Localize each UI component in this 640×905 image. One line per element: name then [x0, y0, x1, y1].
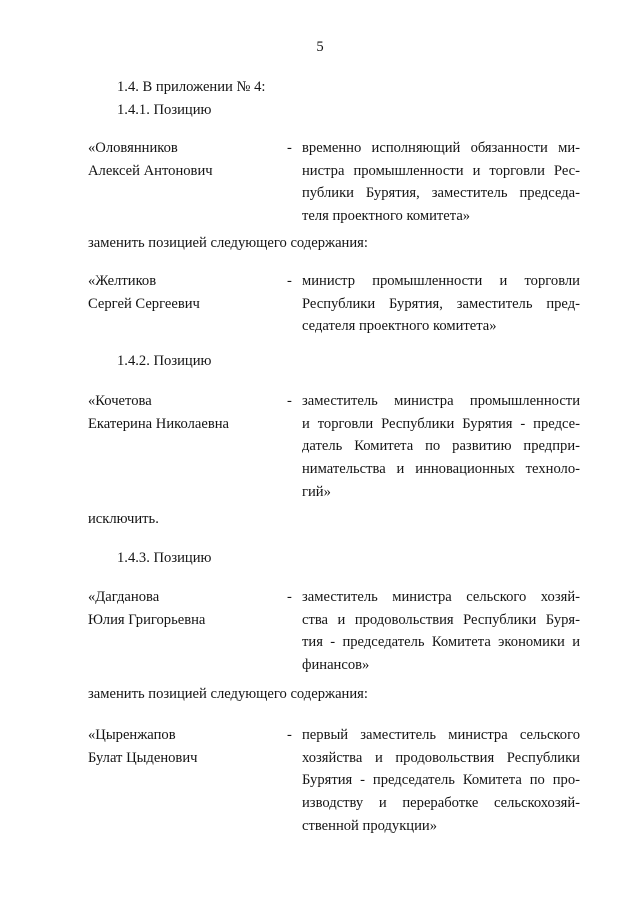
- dash-separator: -: [287, 589, 292, 605]
- person-name: «Цыренжапов Булат Цыденович: [88, 727, 198, 766]
- item-heading-1-4-1: 1.4.1. Позицию: [117, 102, 212, 118]
- dash-separator: -: [287, 727, 292, 743]
- section-heading: 1.4. В приложении № 4:: [117, 79, 266, 95]
- item-heading-1-4-2: 1.4.2. Позицию: [117, 353, 212, 369]
- exclude-instruction: исключить.: [88, 511, 159, 527]
- dash-separator: -: [287, 140, 292, 156]
- position-description: заместитель министра сельского хозяй- ства и продовольствия Республики Буря- тия - председатель Комитета экономики и финансов»: [302, 589, 580, 674]
- replace-instruction-1: заменить позицией следующего содержания:: [88, 235, 368, 251]
- replace-instruction-2: заменить позицией следующего содержания:: [88, 686, 368, 702]
- dash-separator: -: [287, 393, 292, 409]
- person-name: «Оловянников Алексей Антонович: [88, 140, 213, 179]
- position-description: временно исполняющий обязанности ми- нистра промышленности и торговли Рес- публики Бурятия, заместитель председа- теля проектного комитета»: [302, 140, 580, 225]
- page-number: 5: [316, 39, 324, 55]
- person-name: «Дагданова Юлия Григорьевна: [88, 589, 206, 628]
- position-description: заместитель министра промышленности и торговли Республики Бурятия - предсе- датель Комитета по развитию предпри- нимательства и инновационных техноло- гий»: [302, 393, 580, 500]
- dash-separator: -: [287, 273, 292, 289]
- person-name: «Желтиков Сергей Сергеевич: [88, 273, 200, 312]
- position-description: министр промышленности и торговли Республики Бурятия, заместитель пред- седателя проектного комитета»: [302, 273, 580, 335]
- position-description: первый заместитель министра сельского хозяйства и продовольствия Республики Бурятия - председатель Комитета по про- изводству и переработке сельскохозяй- ственной продукции»: [302, 727, 580, 834]
- item-heading-1-4-3: 1.4.3. Позицию: [117, 550, 212, 566]
- person-name: «Кочетова Екатерина Николаевна: [88, 393, 229, 432]
